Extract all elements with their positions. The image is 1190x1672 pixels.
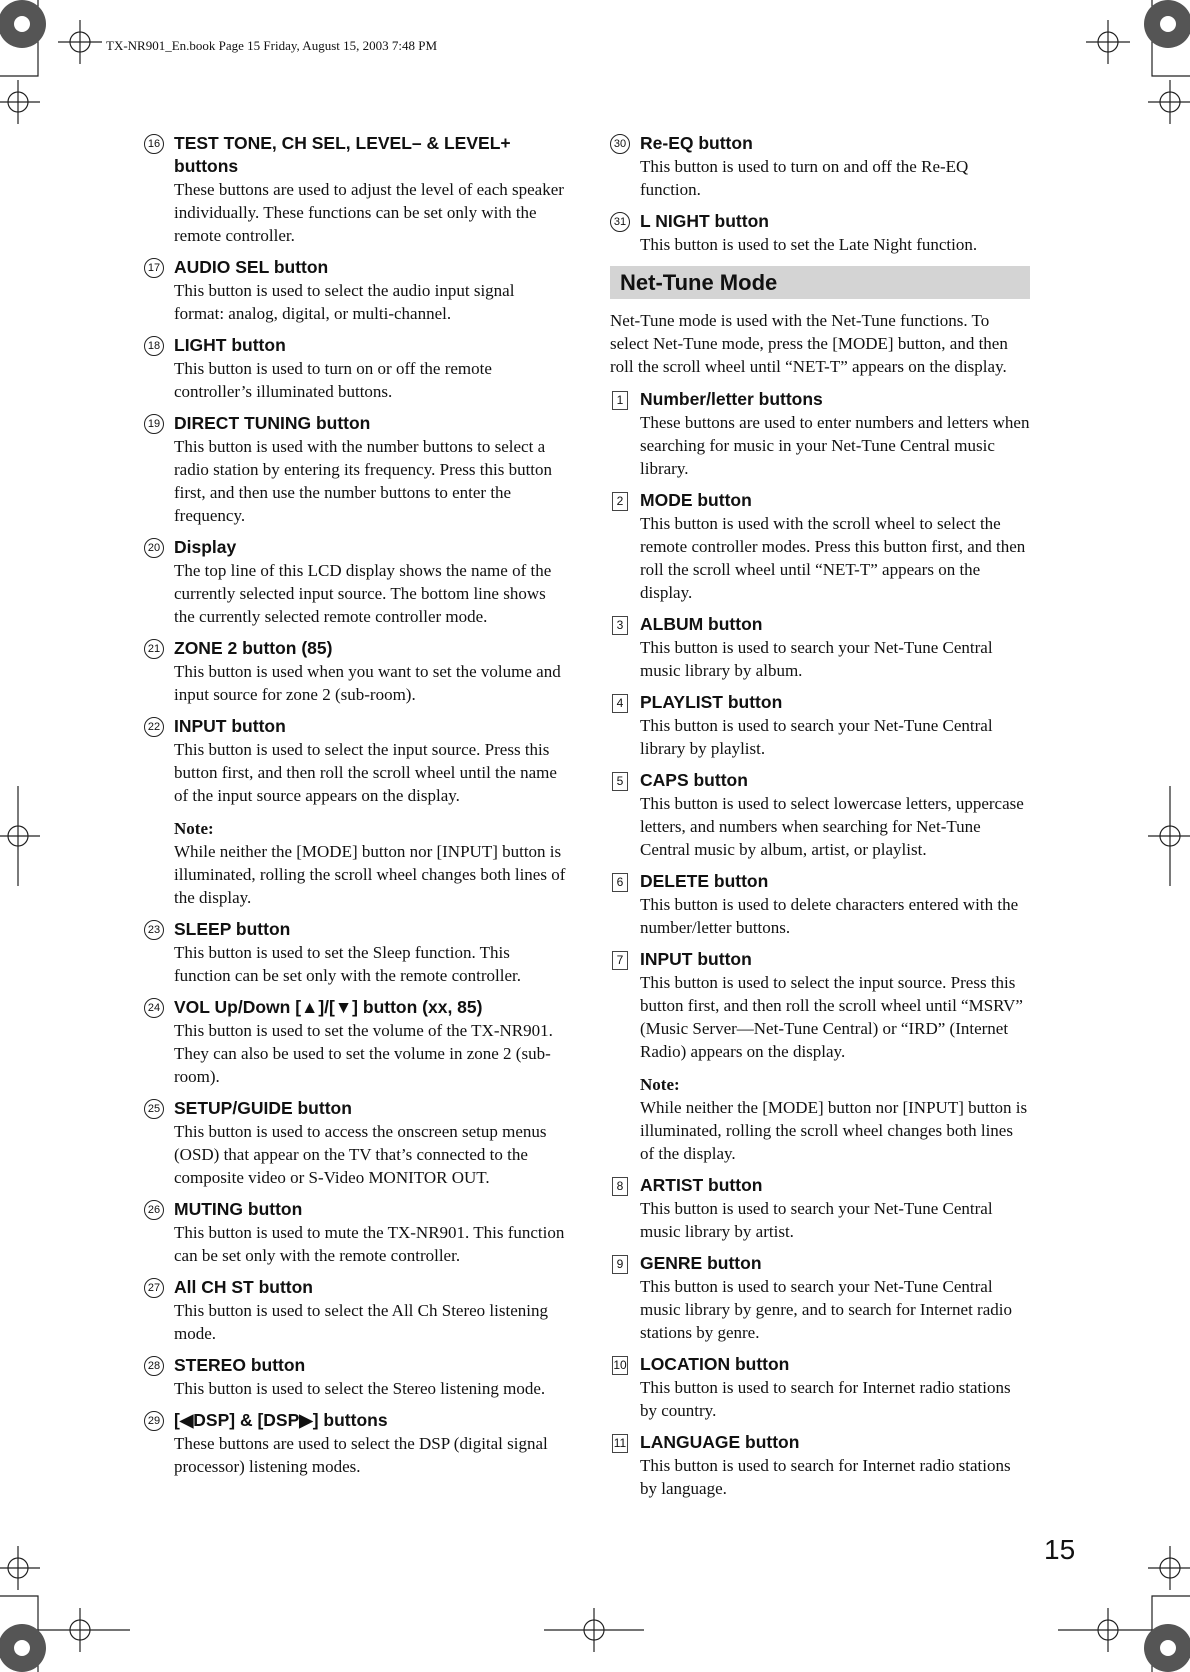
page-header: TX-NR901_En.book Page 15 Friday, August 15, 2003 7:48 PM — [106, 38, 438, 53]
item-description: This button is used to turn on or off the remote controller’s illuminated buttons. — [174, 359, 492, 401]
item-number: 11 — [612, 1434, 628, 1453]
item-title: Re-EQ button — [640, 133, 753, 153]
list-item — [144, 256, 566, 325]
item-description: This button is used to mute the TX-NR901. This function can be set only with the remote controller. — [174, 1223, 565, 1265]
list-item — [144, 334, 566, 403]
item-number: 4 — [612, 694, 628, 713]
list-item — [610, 613, 1030, 682]
item-description: This button is used to select the input source. Press this button first, and then roll the scroll wheel until “MSRV” (Music Server—Net-Tune Central) or “IRD” (Internet Radio) appears on the display. — [640, 973, 1023, 1061]
item-title: INPUT button — [174, 716, 286, 736]
item-description: This button is used to select lowercase letters, uppercase letters, and numbers when searching for Net-Tune Central music by album, artist, or playlist. — [640, 794, 1024, 859]
item-number: 5 — [612, 772, 628, 791]
item-description: This button is used to turn on and off the Re-EQ function. — [640, 157, 969, 199]
item-number: 6 — [612, 873, 628, 892]
item-description: This button is used to search your Net-Tune Central library by playlist. — [640, 716, 993, 758]
note-text: While neither the [MODE] button nor [INPUT] button is illuminated, rolling the scroll wheel changes both lines of the display. — [174, 842, 566, 907]
item-number: 7 — [612, 951, 628, 970]
item-number: 8 — [612, 1177, 628, 1196]
item-description: This button is used when you want to set the volume and input source for zone 2 (sub-room). — [174, 662, 561, 704]
item-description: These buttons are used to adjust the level of each speaker individually. These functions can be set only with the remote controller. — [174, 180, 564, 245]
item-title: Display — [174, 537, 237, 557]
item-title: ZONE 2 button (85) — [174, 638, 333, 658]
list-item — [144, 1354, 566, 1400]
item-title: DELETE button — [640, 871, 769, 891]
item-number: 2 — [612, 492, 628, 511]
item-title: AUDIO SEL button — [174, 257, 329, 277]
item-number: 18 — [144, 336, 164, 356]
item-number: 3 — [612, 616, 628, 635]
item-description: This button is used to search your Net-Tune Central music library by album. — [640, 638, 993, 680]
section-intro: Net-Tune mode is used with the Net-Tune functions. To select Net-Tune mode, press the [MODE] button, and then roll the scroll wheel until “NET-T” appears on the display. — [610, 311, 1008, 376]
list-item — [144, 715, 566, 909]
item-description: This button is used to search your Net-Tune Central music library by genre, and to search for Internet radio stations by genre. — [640, 1277, 1012, 1342]
item-number: 17 — [144, 258, 164, 278]
item-number: 1 — [612, 391, 628, 410]
item-number: 20 — [144, 538, 164, 558]
section-title: Net-Tune Mode — [610, 266, 1030, 299]
list-item — [144, 1198, 566, 1267]
list-item — [610, 948, 1030, 1165]
item-number: 9 — [612, 1255, 628, 1274]
item-title: PLAYLIST button — [640, 692, 783, 712]
list-item — [144, 412, 566, 527]
item-title: LOCATION button — [640, 1354, 790, 1374]
item-description: This button is used to search for Internet radio stations by language. — [640, 1456, 1011, 1498]
item-description: This button is used to set the Sleep function. This function can be set only with the remote controller. — [174, 943, 521, 985]
list-item — [610, 870, 1030, 939]
list-item — [610, 1174, 1030, 1243]
item-title: MODE button — [640, 490, 752, 510]
note — [174, 817, 566, 909]
list-item — [610, 769, 1030, 861]
item-title: STEREO button — [174, 1355, 306, 1375]
item-number: 27 — [144, 1278, 164, 1298]
item-title: TEST TONE, CH SEL, LEVEL– & LEVEL+ buttons — [174, 133, 511, 176]
item-title: LIGHT button — [174, 335, 286, 355]
item-description: This button is used to search your Net-Tune Central music library by artist. — [640, 1199, 993, 1241]
list-item — [610, 1252, 1030, 1344]
item-description: This button is used to select the All Ch Stereo listening mode. — [174, 1301, 548, 1343]
item-title: All CH ST button — [174, 1277, 314, 1297]
item-number: 21 — [144, 639, 164, 659]
item-title: GENRE button — [640, 1253, 762, 1273]
list-item — [144, 536, 566, 628]
list-item — [610, 210, 1030, 256]
list-item — [610, 388, 1030, 480]
item-description: This button is used with the scroll wheel to select the remote controller modes. Press this button first, and then roll the scroll wheel until “NET-T” appears on the display. — [640, 514, 1026, 602]
list-item — [144, 1097, 566, 1189]
item-description: These buttons are used to enter numbers and letters when searching for music in your Net-Tune Central music library. — [640, 413, 1030, 478]
page-number: 15 — [1044, 1534, 1076, 1565]
item-number: 19 — [144, 414, 164, 434]
item-title: ARTIST button — [640, 1175, 763, 1195]
item-description: The top line of this LCD display shows the name of the currently selected input source. The bottom line shows the currently selected remote controller mode. — [174, 561, 552, 626]
note — [640, 1073, 1030, 1165]
item-description: This button is used to select the audio input signal format: analog, digital, or multi-channel. — [174, 281, 515, 323]
item-description: This button is used with the number buttons to select a radio station by entering its frequency. Press this button first, and then use the number buttons to enter the frequency. — [174, 437, 553, 525]
list-item — [610, 691, 1030, 760]
item-title: [◀DSP] & [DSP▶] buttons — [174, 1410, 388, 1430]
item-description: This button is used to select the Stereo listening mode. — [174, 1379, 546, 1398]
item-title: CAPS button — [640, 770, 748, 790]
item-number: 23 — [144, 920, 164, 940]
list-item — [144, 637, 566, 706]
item-description: These buttons are used to select the DSP (digital signal processor) listening modes. — [174, 1434, 548, 1476]
note-label: Note: — [640, 1075, 680, 1094]
list-item — [144, 918, 566, 987]
item-description: This button is used to select the input source. Press this button first, and then roll the scroll wheel until the name of the input source appears on the display. — [174, 740, 557, 805]
item-description: This button is used to search for Internet radio stations by country. — [640, 1378, 1011, 1420]
list-item — [144, 1409, 566, 1478]
left-column — [144, 132, 566, 1487]
list-item — [144, 1276, 566, 1345]
item-title: VOL Up/Down [▲]/[▼] button (xx, 85) — [174, 997, 483, 1017]
item-title: LANGUAGE button — [640, 1432, 800, 1452]
item-title: ALBUM button — [640, 614, 763, 634]
list-item — [144, 996, 566, 1088]
item-number: 16 — [144, 134, 164, 154]
item-number: 30 — [610, 134, 630, 154]
item-number: 26 — [144, 1200, 164, 1220]
right-column — [610, 132, 1030, 1509]
item-number: 29 — [144, 1411, 164, 1431]
item-number: 31 — [610, 212, 630, 232]
list-item — [610, 489, 1030, 604]
note-text: While neither the [MODE] button nor [INPUT] button is illuminated, rolling the scroll wheel changes both lines of the display. — [640, 1098, 1028, 1163]
list-item — [610, 1353, 1030, 1422]
item-title: INPUT button — [640, 949, 752, 969]
item-title: L NIGHT button — [640, 211, 769, 231]
list-item — [610, 1431, 1030, 1500]
item-description: This button is used to set the Late Night function. — [640, 235, 978, 254]
item-description: This button is used to delete characters entered with the number/letter buttons. — [640, 895, 1019, 937]
item-title: SLEEP button — [174, 919, 291, 939]
item-title: SETUP/GUIDE button — [174, 1098, 352, 1118]
item-number: 28 — [144, 1356, 164, 1376]
item-number: 22 — [144, 717, 164, 737]
item-number: 25 — [144, 1099, 164, 1119]
list-item — [144, 132, 566, 247]
list-item — [610, 132, 1030, 201]
note-label: Note: — [174, 819, 214, 838]
item-title: DIRECT TUNING button — [174, 413, 371, 433]
item-number: 10 — [612, 1356, 628, 1375]
item-number: 24 — [144, 998, 164, 1018]
item-description: This button is used to set the volume of the TX-NR901. They can also be used to set the volume in zone 2 (sub-room). — [174, 1021, 553, 1086]
item-title: MUTING button — [174, 1199, 303, 1219]
item-description: This button is used to access the onscreen setup menus (OSD) that appear on the TV that’s connected to the composite video or S-Video MONITOR OUT. — [174, 1122, 547, 1187]
item-title: Number/letter buttons — [640, 389, 823, 409]
